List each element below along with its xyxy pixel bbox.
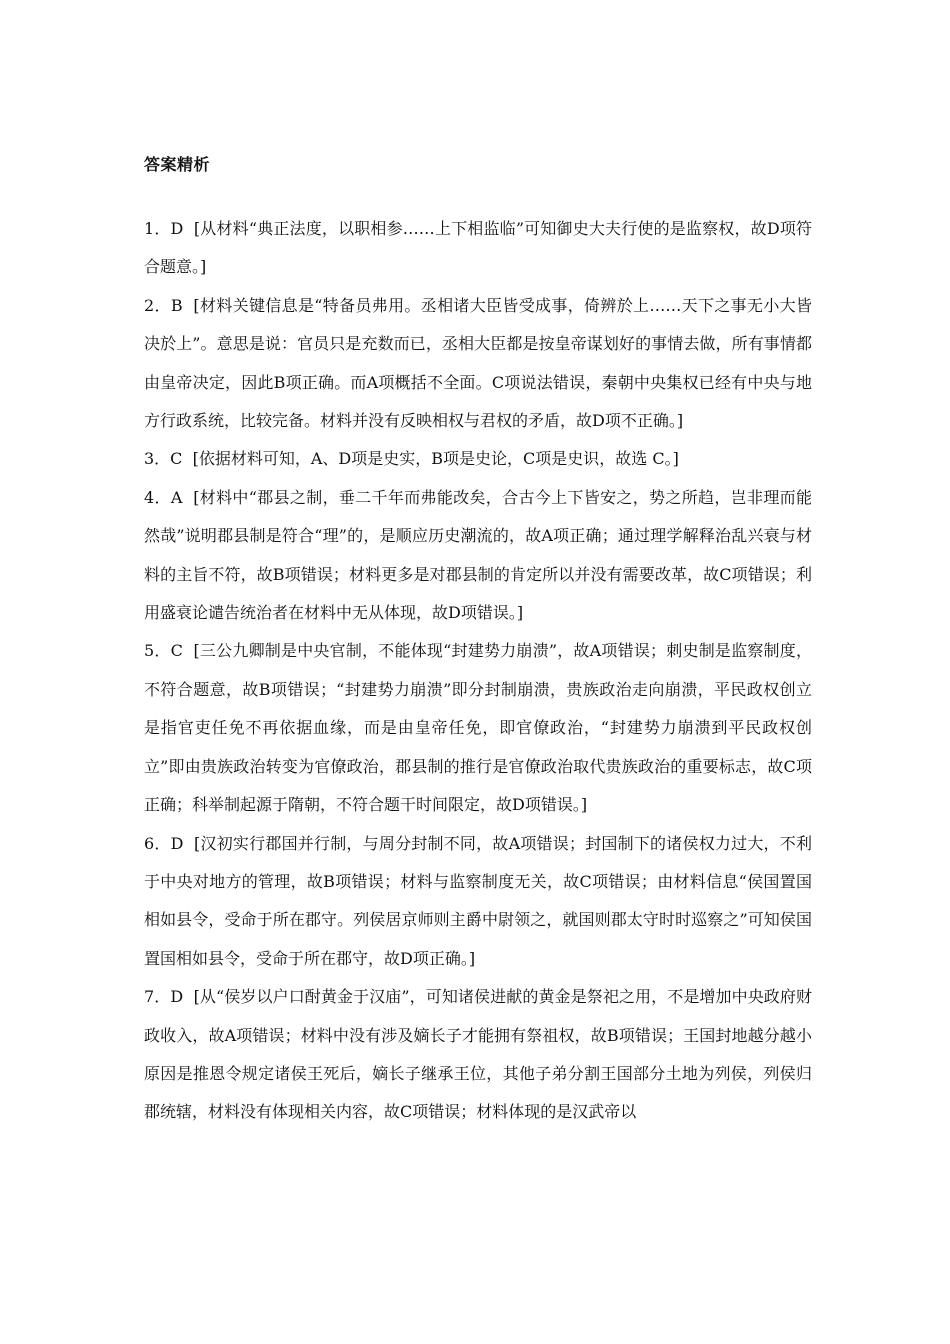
answer-number: 6．D — [144, 833, 184, 853]
answer-text: [材料中“郡县之制，垂二千年而弗能改矣，合古今上下皆安之，势之所趋，岂非理而能然哉”说明郡县制是符合“理”的，是顺应历史潮流的，故A项正确；通过理学解释治乱兴衰与材料的主旨不符，故B项错误；材料更多是对郡县制的肯定所以并没有需要改革，故C项错误；利用盛衰论谴告统治者在材料中无从体现，故D项错误。] — [144, 487, 812, 623]
answer-item — [144, 210, 812, 287]
answer-number: 3．C — [144, 449, 183, 469]
answer-item — [144, 440, 812, 478]
answer-text: [三公九卿制是中央官制，不能体现“封建势力崩溃”，故A项错误；刺史制是监察制度，不符合题意，故B项错误；“封建势力崩溃”即分封制崩溃，贵族政治走向崩溃，平民政权创立是指官吏任免不再依据血缘，而是由皇帝任免，即官僚政治，“封建势力崩溃到平民政权创立”即由贵族政治转变为官僚政治，郡县制的推行是官僚政治取代贵族政治的重要标志，故C项正确；科举制起源于隋朝，不符合题干时间限定，故D项错误。] — [144, 641, 812, 815]
answer-list — [144, 210, 812, 1132]
answer-item — [144, 632, 812, 824]
section-heading: 答案精析 — [144, 155, 211, 174]
answer-number: 5．C — [144, 641, 183, 661]
answer-number: 4．A — [144, 487, 183, 507]
answer-item — [144, 978, 812, 1132]
answer-text: [汉初实行郡国并行制，与周分封制不同，故A项错误；封国制下的诸侯权力过大，不利于中央对地方的管理，故B项错误；材料与监察制度无关，故C项错误；由材料信息“侯国置国相如县令，受命于所在郡守。列侯居京师则主爵中尉领之，就国则郡太守时时巡察之”可知侯国置国相如县令，受命于所在郡守，故D项正确。] — [144, 833, 812, 968]
answer-item — [144, 287, 812, 441]
answer-text: [从“侯岁以户口酎黄金于汉庙”，可知诸侯进献的黄金是祭祀之用，不是增加中央政府财政收入，故A项错误；材料中没有涉及嫡长子才能拥有祭祖权，故B项错误；王国封地越分越小原因是推恩令规定诸侯王死后，嫡长子继承王位，其他子弟分割王国部分土地为列侯，列侯归郡统辖，材料没有体现相关内容，故C项错误；材料体现的是汉武帝以 — [144, 987, 813, 1122]
answer-item — [144, 479, 812, 633]
answer-number: 2．B — [144, 295, 183, 315]
answer-text: [依据材料可知，A、D项是史实，B项是史论，C项是史识，故选 C。] — [192, 449, 679, 469]
answer-item — [144, 825, 812, 979]
answer-text: [材料关键信息是“特备员弗用。丞相诸大臣皆受成事，倚辨於上……天下之事无小大皆决於上”。意思是说：官员只是充数而已，丞相大臣都是按皇帝谋划好的事情去做，所有事情都由皇帝决定，因此B项正确。而A项概括不全面。C项说法错误，秦朝中央集权已经有中央与地方行政系统，比较完备。材料并没有反映相权与君权的矛盾，故D项不正确。] — [144, 295, 812, 431]
answer-number: 1．D — [144, 219, 184, 238]
answer-text: [从材料“典正法度，以职相参……上下相监临”可知御史大夫行使的是监察权，故D项符合题意。] — [144, 219, 812, 277]
answer-number: 7．D — [144, 987, 184, 1007]
